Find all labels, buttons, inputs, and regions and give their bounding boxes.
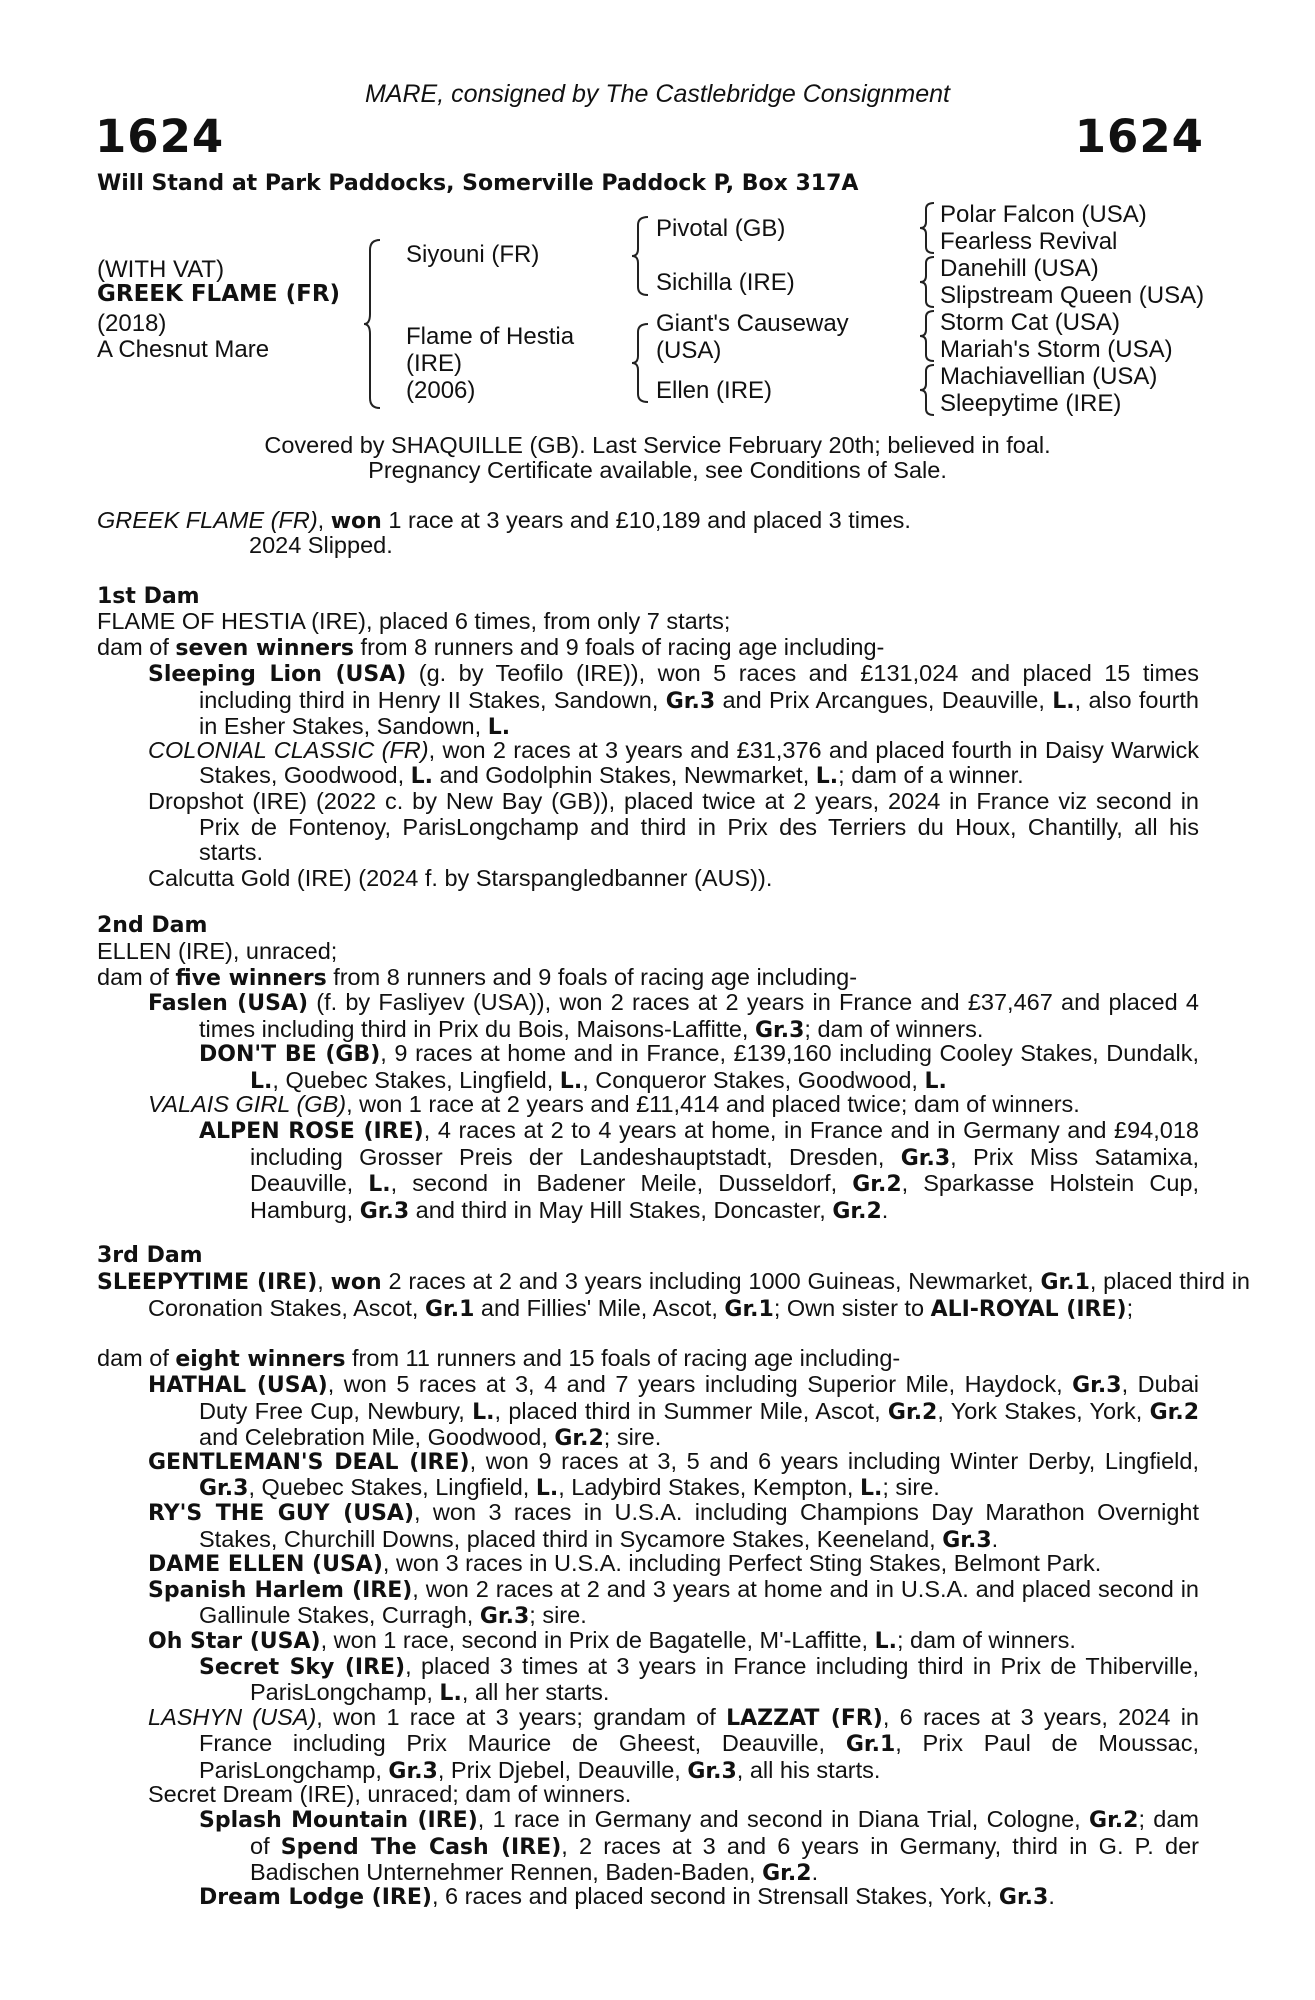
sire: Siyouni (FR)	[406, 241, 540, 268]
dam-sire-line-1: Giant's Causeway	[656, 310, 849, 337]
dam-of-count: seven winners	[175, 636, 355, 661]
third-dam-dam-of	[97, 1346, 900, 1373]
lot-number-left: 1624	[95, 110, 225, 163]
produce-entry: VALAIS GIRL (GB), won 1 race at 2 years and £11,414 and placed twice; dam of winners.	[148, 1091, 1080, 1118]
produce-entry: Dropshot (IRE) (2022 c. by New Bay (GB)), placed twice at 2 years, 2024 in France viz second in Prix de Fontenoy, ParisLongchamp and third in Prix des Terriers du Houx, Chantilly, all his starts.	[148, 788, 1199, 866]
sds: Danehill (USA)	[940, 255, 1099, 282]
covering-line-2: Pregnancy Certificate available, see Conditions of Sale.	[368, 457, 947, 483]
record-name: GREEK FLAME (FR)	[97, 507, 318, 533]
consignment-subtitle: MARE, consigned by The Castlebridge Consignment	[364, 80, 951, 108]
produce-entry: ALPEN ROSE (IRE), 4 races at 2 to 4 years at home, in France and in Germany and £94,018 including Grosser Preis der Landeshauptstadt, Dresden, Gr.3, Prix Miss Satamixa, Deauville, L., second in Badener Meile, Dusseldorf, Gr.2, Sparkasse Holstein Cup, Hamburg, Gr.3 and third in May Hill Stakes, Doncaster, Gr.2.	[199, 1117, 1200, 1224]
produce-entry: COLONIAL CLASSIC (FR), won 2 races at 3 years and £31,376 and placed fourth in Daisy Warwick Stakes, Goodwood, L. and Godolphin Stakes, Newmarket, L.; dam of a winner.	[148, 736, 1199, 790]
dam-of-suffix: from 11 runners and 15 foals of racing age including-	[345, 1345, 901, 1371]
pedigree-brace	[918, 363, 938, 417]
produce-entry: LASHYN (USA), won 1 race at 3 years; grandam of LAZZAT (FR), 6 races at 3 years, 2024 in France including Prix Maurice de Gheest, Deauville, Gr.1, Prix Paul de Moussac, ParisLongchamp, Gr.3, Prix Djebel, Deauville, Gr.3, all his starts.	[148, 1703, 1199, 1784]
pedigree-brace	[630, 215, 652, 297]
lot-number-right: 1624	[1074, 110, 1204, 163]
horse-description: A Chesnut Mare	[97, 336, 270, 363]
produce-entry: DAME ELLEN (USA), won 3 races in U.S.A. including Perfect Sting Stakes, Belmont Park.	[148, 1550, 1102, 1578]
dam-dam: Ellen (IRE)	[656, 377, 773, 404]
second-dam-dam-of	[97, 965, 857, 992]
dam-line-3: (2006)	[406, 377, 476, 404]
produce-entry: Secret Dream (IRE), unraced; dam of winners.	[148, 1780, 632, 1807]
produce-entry: Dream Lodge (IRE), 6 races and placed second in Strensall Stakes, York, Gr.3.	[199, 1883, 1055, 1910]
stand-info: Will Stand at Park Paddocks, Somerville Paddock P, Box 317A	[97, 171, 859, 196]
produce-entry: Spanish Harlem (IRE), won 2 races at 2 and 3 years at home and in U.S.A. and placed second in Gallinule Stakes, Curragh, Gr.3; sire.	[148, 1575, 1199, 1630]
first-dam-dam-of	[97, 635, 884, 662]
produce-entry: Splash Mountain (IRE), 1 race in Germany and second in Diana Trial, Cologne, Gr.2; dam of Spend The Cash (IRE), 2 races at 3 and 6 years in Germany, third in G. P. der Badischen Unternehmer Rennen, Baden-Baden, Gr.2.	[199, 1806, 1199, 1887]
dam-of-prefix: dam of	[97, 634, 176, 660]
dam-of-prefix: dam of	[97, 964, 176, 990]
vat-note: (WITH VAT)	[97, 256, 225, 283]
pedigree-brace	[630, 322, 652, 404]
sdd: Slipstream Queen (USA)	[940, 282, 1205, 309]
dam-of-count: eight winners	[175, 1347, 346, 1372]
pedigree-brace	[918, 309, 938, 363]
produce-entry: Calcutta Gold (IRE) (2024 f. by Starspangledbanner (AUS)).	[148, 864, 773, 891]
dam-of-count: five winners	[175, 966, 327, 991]
dam-of-prefix: dam of	[97, 1345, 176, 1371]
covering-line-1: Covered by SHAQUILLE (GB). Last Service February 20th; believed in foal.	[264, 432, 1051, 458]
dam-sire-line-2: (USA)	[656, 337, 722, 364]
produce-entry: HATHAL (USA), won 5 races at 3, 4 and 7 years including Superior Mile, Haydock, Gr.3, Dubai Duty Free Cup, Newbury, L., placed third in Summer Mile, Ascot, Gr.2, York Stakes, York, Gr.2 and Celebration Mile, Goodwood, Gr.2; sire.	[148, 1371, 1199, 1452]
record-rest: 1 race at 3 years and £10,189 and placed 3 times.	[381, 507, 911, 533]
produce-entry: Sleeping Lion (USA) (g. by Teofilo (IRE)), won 5 races and £131,024 and placed 15 times including third in Henry II Stakes, Sandown, Gr.3 and Prix Arcangues, Deauville, L., also fourth in Esher Stakes, Sandown, L.	[148, 660, 1199, 741]
horse-year: (2018)	[97, 310, 167, 337]
dam-line-2: (IRE)	[406, 350, 462, 377]
ddd: Sleepytime (IRE)	[940, 390, 1122, 417]
produce-entry: DON'T BE (GB), 9 races at home and in France, £139,160 including Cooley Stakes, Dundalk, L., Quebec Stakes, Lingfield, L., Conqueror Stakes, Goodwood, L.	[199, 1040, 1200, 1094]
ssd: Fearless Revival	[940, 228, 1118, 255]
sire-sire: Pivotal (GB)	[656, 215, 786, 242]
pedigree-brace	[362, 238, 384, 410]
race-record: GREEK FLAME (FR), won 1 race at 3 years and £10,189 and placed 3 times.	[97, 507, 911, 534]
produce-entry: Oh Star (USA), won 1 race, second in Prix de Bagatelle, M'-Laffitte, L.; dam of winners.	[148, 1627, 1076, 1654]
third-dam-intro: SLEEPYTIME (IRE), won 2 races at 2 and 3 years including 1000 Guineas, Newmarket, Gr.1, placed third in Coronation Stakes, Ascot, Gr.1 and Fillies' Mile, Ascot, Gr.1; Own sister to ALI-ROYAL (IRE);	[97, 1268, 1250, 1322]
record-won: won	[330, 509, 382, 534]
sss: Polar Falcon (USA)	[940, 201, 1147, 228]
produce-entry: Secret Sky (IRE), placed 3 times at 3 years in France including third in Prix de Thiberville, ParisLongchamp, L., all her starts.	[199, 1652, 1199, 1707]
record-line-2: 2024 Slipped.	[249, 532, 393, 558]
dam-line-1: Flame of Hestia	[406, 323, 575, 350]
dam-of-suffix: from 8 runners and 9 foals of racing age including-	[326, 964, 858, 990]
sire-dam: Sichilla (IRE)	[656, 269, 795, 296]
dsd: Mariah's Storm (USA)	[940, 336, 1173, 363]
dss: Storm Cat (USA)	[940, 309, 1121, 336]
dam-of-suffix: from 8 runners and 9 foals of racing age including-	[354, 634, 885, 660]
third-dam-title: 3rd Dam	[97, 1243, 203, 1268]
produce-entry: RY'S THE GUY (USA), won 3 races in U.S.A. including Champions Day Marathon Overnight Stakes, Churchill Downs, placed third in Sycamore Stakes, Keeneland, Gr.3.	[148, 1499, 1199, 1553]
first-dam-line: FLAME OF HESTIA (IRE), placed 6 times, from only 7 starts;	[97, 608, 731, 634]
pedigree-brace	[918, 201, 938, 255]
produce-entry: GENTLEMAN'S DEAL (IRE), won 9 races at 3, 5 and 6 years including Winter Derby, Lingfield, Gr.3, Quebec Stakes, Lingfield, L., Ladybird Stakes, Kempton, L.; sire.	[148, 1447, 1199, 1502]
produce-entry: Faslen (USA) (f. by Fasliyev (USA)), won 2 races at 2 years in France and £37,467 and placed 4 times including third in Prix du Bois, Maisons-Laffitte, Gr.3; dam of winners.	[148, 989, 1199, 1043]
second-dam-title: 2nd Dam	[97, 913, 208, 938]
horse-name: GREEK FLAME (FR)	[97, 281, 341, 307]
second-dam-line: ELLEN (IRE), unraced;	[97, 938, 338, 964]
pedigree-brace	[918, 255, 938, 309]
first-dam-title: 1st Dam	[97, 584, 200, 609]
dds: Machiavellian (USA)	[940, 363, 1158, 390]
